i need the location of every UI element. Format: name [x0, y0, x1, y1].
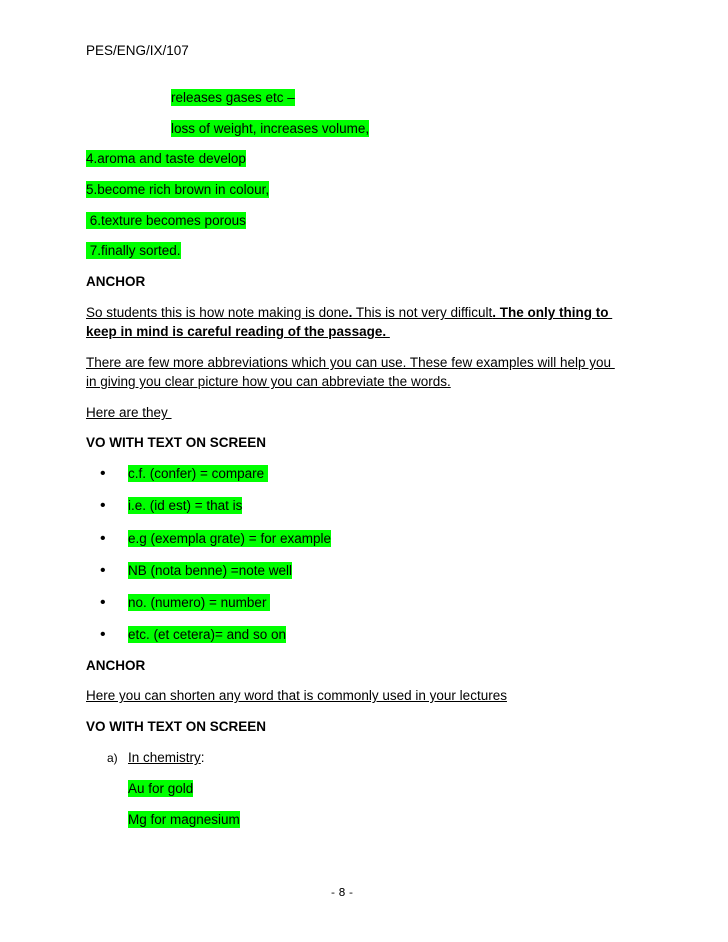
anchor-paragraph-line-2: keep in mind is careful reading of the passage. — [86, 324, 390, 339]
vo-heading: VO WITH TEXT ON SCREEN — [86, 435, 267, 450]
document-code: PES/ENG/IX/107 — [86, 43, 189, 58]
bullet-icon: • — [100, 562, 106, 579]
chemistry-example: Mg for magnesium — [128, 812, 240, 827]
step-item-4: 4.aroma and taste develop — [86, 151, 246, 166]
chemistry-label: In chemistry — [128, 750, 201, 765]
anchor-text-a: So students this is how note making is done — [86, 305, 349, 320]
anchor-text-d: . The only thing to — [492, 305, 613, 320]
list-item: etc. (et cetera)= and so on — [128, 627, 286, 642]
list-item: c.f. (confer) = compare — [128, 466, 268, 481]
chemistry-subject — [128, 749, 205, 766]
page-number: - 8 - — [331, 886, 353, 899]
anchor-paragraph-line-1 — [86, 304, 612, 321]
chemistry-colon: : — [200, 750, 205, 765]
anchor-heading-2: ANCHOR — [86, 658, 146, 673]
list-marker: a) — [107, 751, 118, 765]
anchor-text-b: . — [348, 305, 353, 320]
bullet-icon: • — [100, 626, 106, 643]
list-item: e.g (exempla grate) = for example — [128, 531, 331, 546]
bullet-icon: • — [100, 497, 106, 514]
bullet-icon: • — [100, 530, 106, 547]
step-item-7: 7.finally sorted. — [86, 243, 181, 258]
bullet-icon: • — [100, 594, 106, 611]
list-item: no. (numero) = number — [128, 595, 271, 610]
step-item-5: 5.become rich brown in colour, — [86, 182, 270, 197]
abbreviations-paragraph-line-2: in giving you clear picture how you can abbreviate the words. — [86, 374, 451, 389]
chemistry-example: Au for gold — [128, 781, 194, 796]
list-item: i.e. (id est) = that is — [128, 498, 243, 513]
list-item: NB (nota benne) =note well — [128, 563, 292, 578]
step-line-loss: loss of weight, increases volume, — [171, 121, 370, 136]
anchor-2-text: Here you can shorten any word that is commonly used in your lectures — [86, 688, 507, 703]
anchor-text-c: This is not very difficult — [352, 305, 493, 320]
vo-heading-2: VO WITH TEXT ON SCREEN — [86, 719, 267, 734]
bullet-icon: • — [100, 465, 106, 482]
anchor-heading: ANCHOR — [86, 274, 146, 289]
step-item-6: 6.texture becomes porous — [86, 213, 246, 228]
step-line-releases: releases gases etc – — [171, 90, 295, 105]
here-are-they: Here are they — [86, 405, 172, 420]
abbreviations-paragraph-line-1: There are few more abbreviations which you can use. These few examples will help you — [86, 355, 615, 370]
